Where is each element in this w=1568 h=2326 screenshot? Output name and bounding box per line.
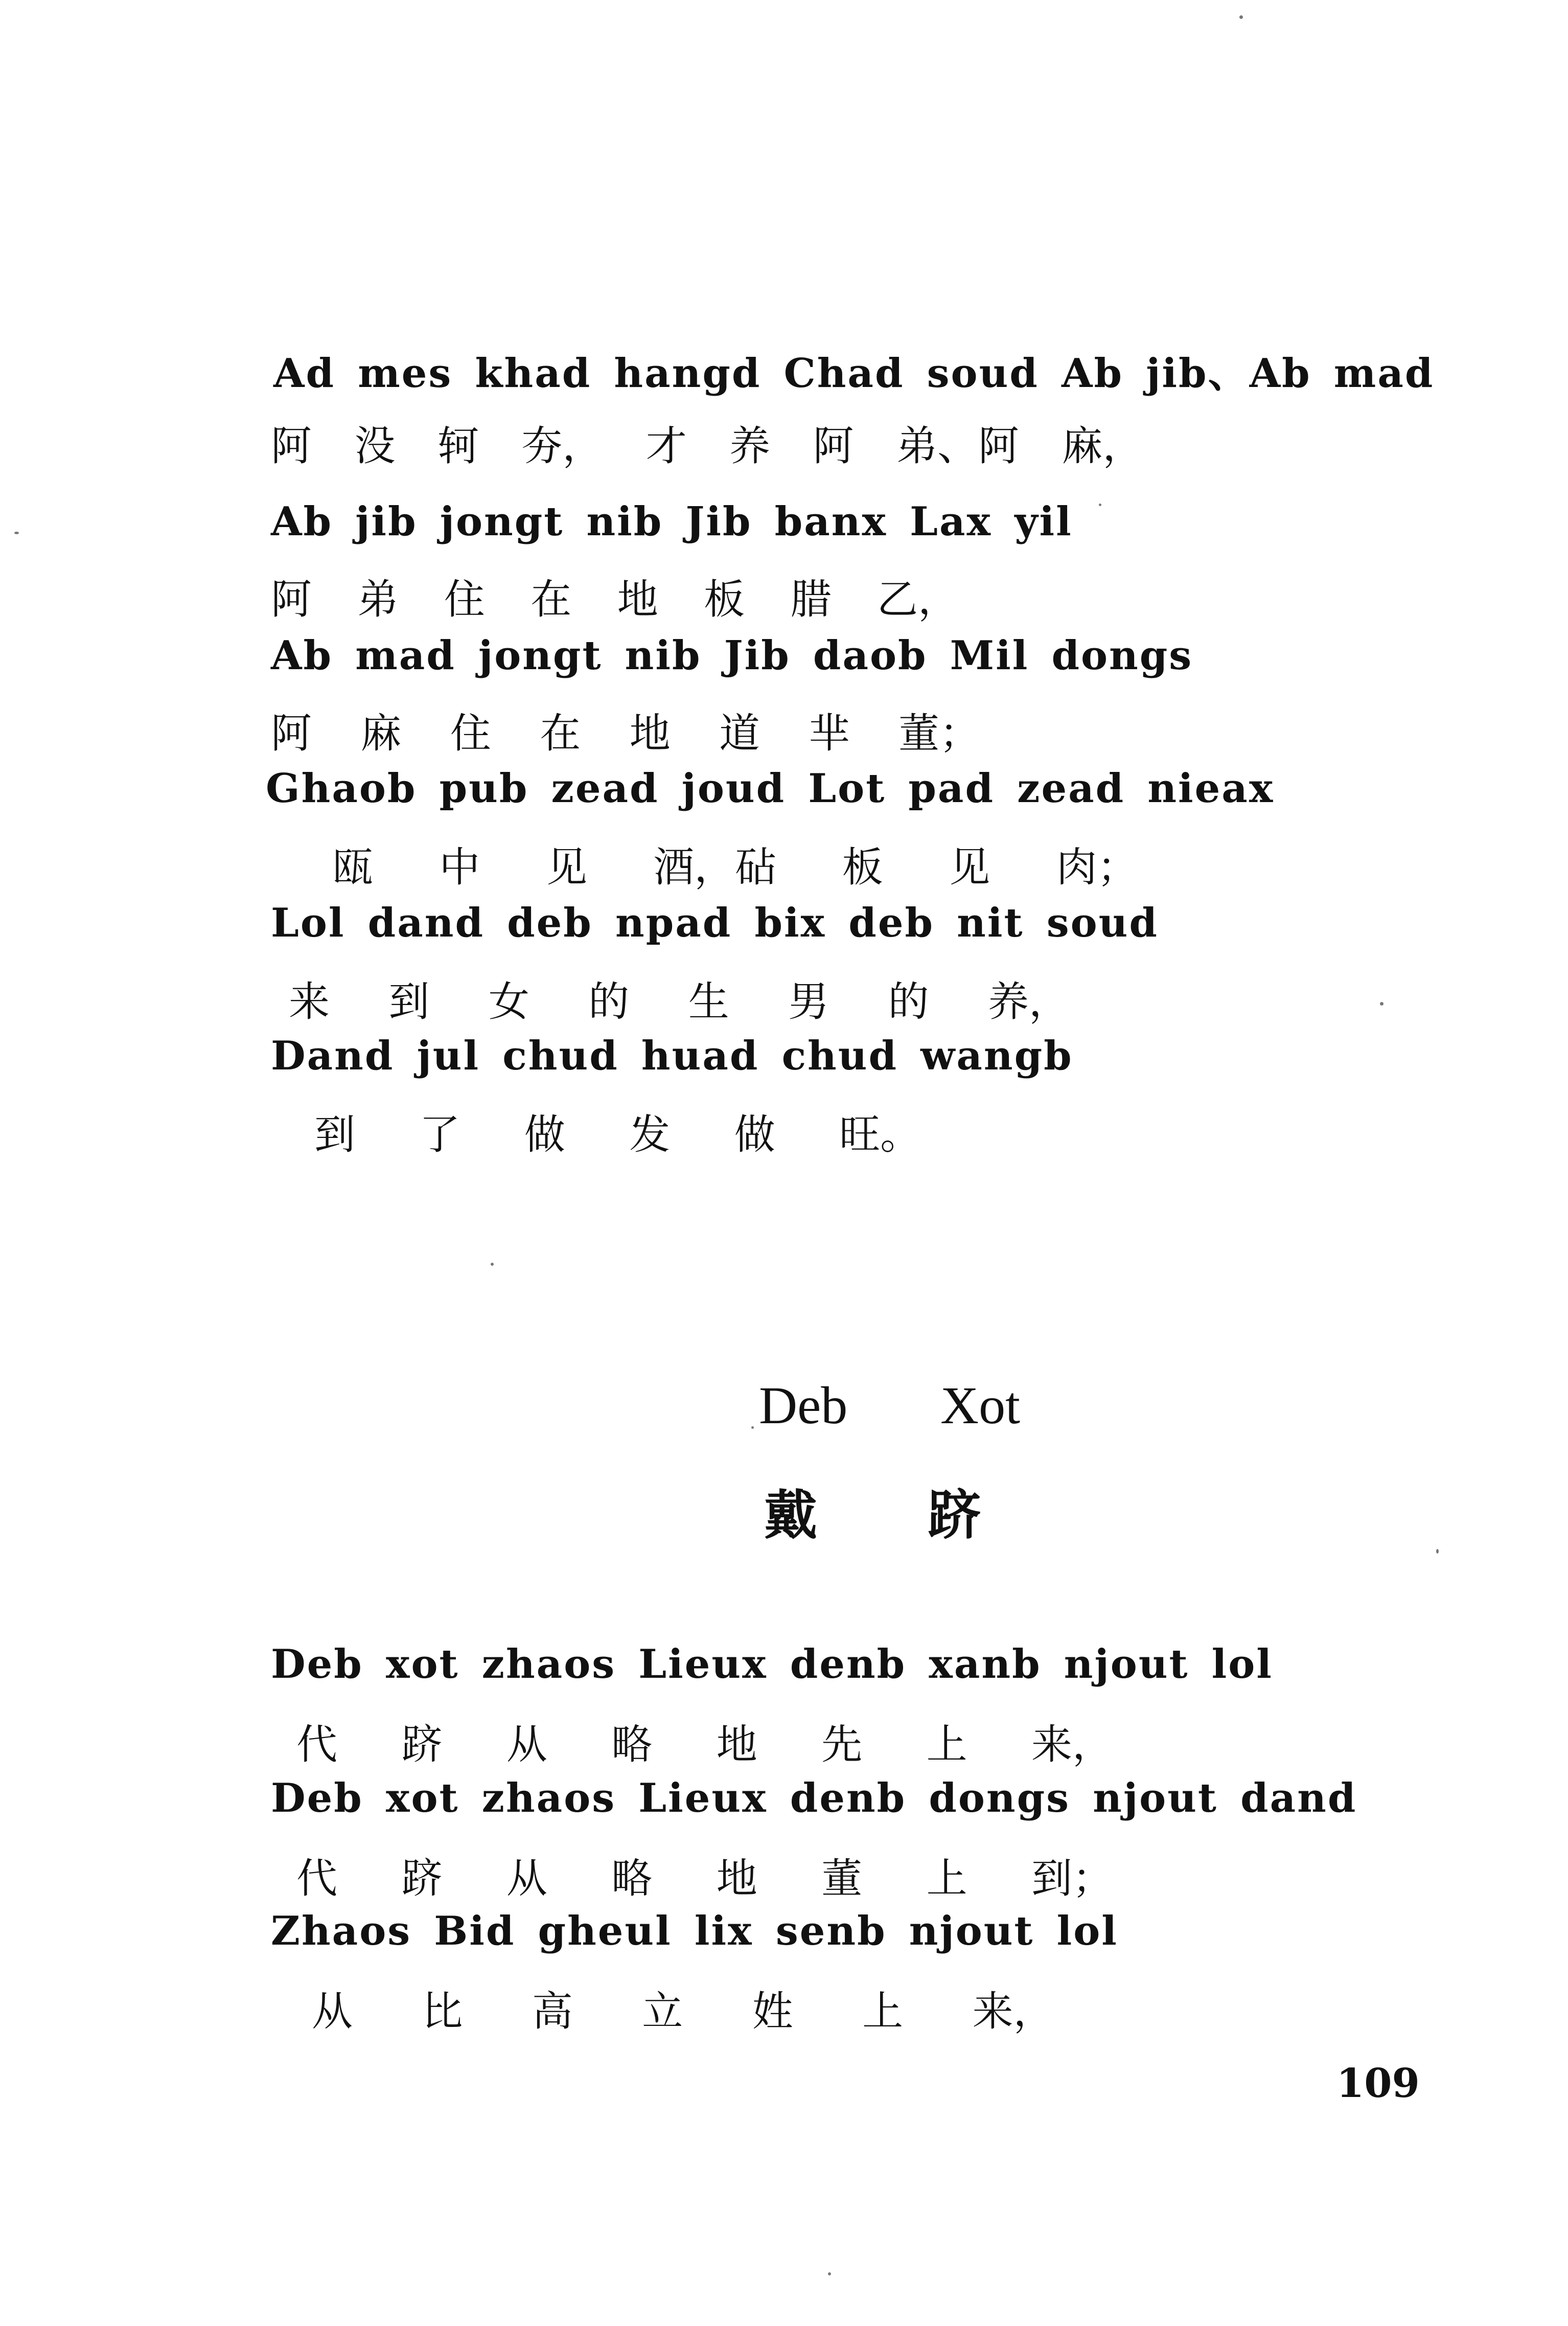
verse-line-romanized: Ab mad jongt nib Jib daob Mil dongs [271, 632, 1193, 679]
verse-line-chinese: 来 到 女 的 生 男 的 养， [289, 978, 1070, 1025]
scan-speck [14, 532, 19, 534]
scan-speck [1380, 1002, 1383, 1006]
verse-line-romanized: Lol dand deb npad bix deb nit soud [271, 900, 1159, 946]
verse-line-romanized: Dand jul chud huad chud wangb [271, 1033, 1073, 1079]
scan-speck [828, 2272, 831, 2275]
title-romanized-word: Deb [759, 1376, 848, 1435]
verse-line-romanized: Ab jib jongt nib Jib banx Lax yil [271, 498, 1073, 545]
title-chinese-character: 戴 [764, 1484, 818, 1546]
verse-line-romanized: Ghaob pub zead joud Lot pad zead nieax [266, 765, 1275, 812]
verse-line-chinese: 代 跻 从 略 地 董 上 到； [296, 1855, 1114, 1902]
verse-line-romanized: Deb xot zhaos Lieux denb xanb njout lol [271, 1641, 1273, 1688]
scan-speck [1239, 15, 1243, 19]
scan-speck [1436, 1549, 1439, 1554]
page-number: 109 [1336, 2060, 1420, 2107]
scan-speck [751, 1426, 754, 1429]
verse-line-romanized: Ad mes khad hangd Chad soud Ab jib、Ab mad [273, 350, 1435, 397]
verse-line-romanized: Zhaos Bid gheul lix senb njout lol [271, 1908, 1118, 1954]
verse-line-chinese: 阿 弟 住 在 地 板 腊 乙， [271, 576, 959, 623]
verse-line-chinese: 从 比 高 立 姓 上 来， [312, 1988, 1054, 2035]
scan-speck [1099, 504, 1101, 506]
verse-line-chinese: 代 跻 从 略 地 先 上 来， [296, 1721, 1114, 1768]
verse-line-chinese: 瓯 中 见 酒，砧 板 见 肉； [332, 843, 1138, 891]
title-chinese-character: 跻 [928, 1484, 981, 1546]
verse-line-romanized: Deb xot zhaos Lieux denb dongs njout dand [271, 1775, 1357, 1821]
title-romanized-word: Xot [940, 1376, 1020, 1435]
verse-line-chinese: 阿 没 轲 夯， 才 养 阿 弟、阿 麻， [271, 422, 1144, 470]
verse-line-chinese: 到 了 做 发 做 旺。 [314, 1111, 921, 1158]
scan-speck [491, 1263, 494, 1266]
verse-line-chinese: 阿 麻 住 在 地 道 芈 董； [271, 710, 981, 757]
